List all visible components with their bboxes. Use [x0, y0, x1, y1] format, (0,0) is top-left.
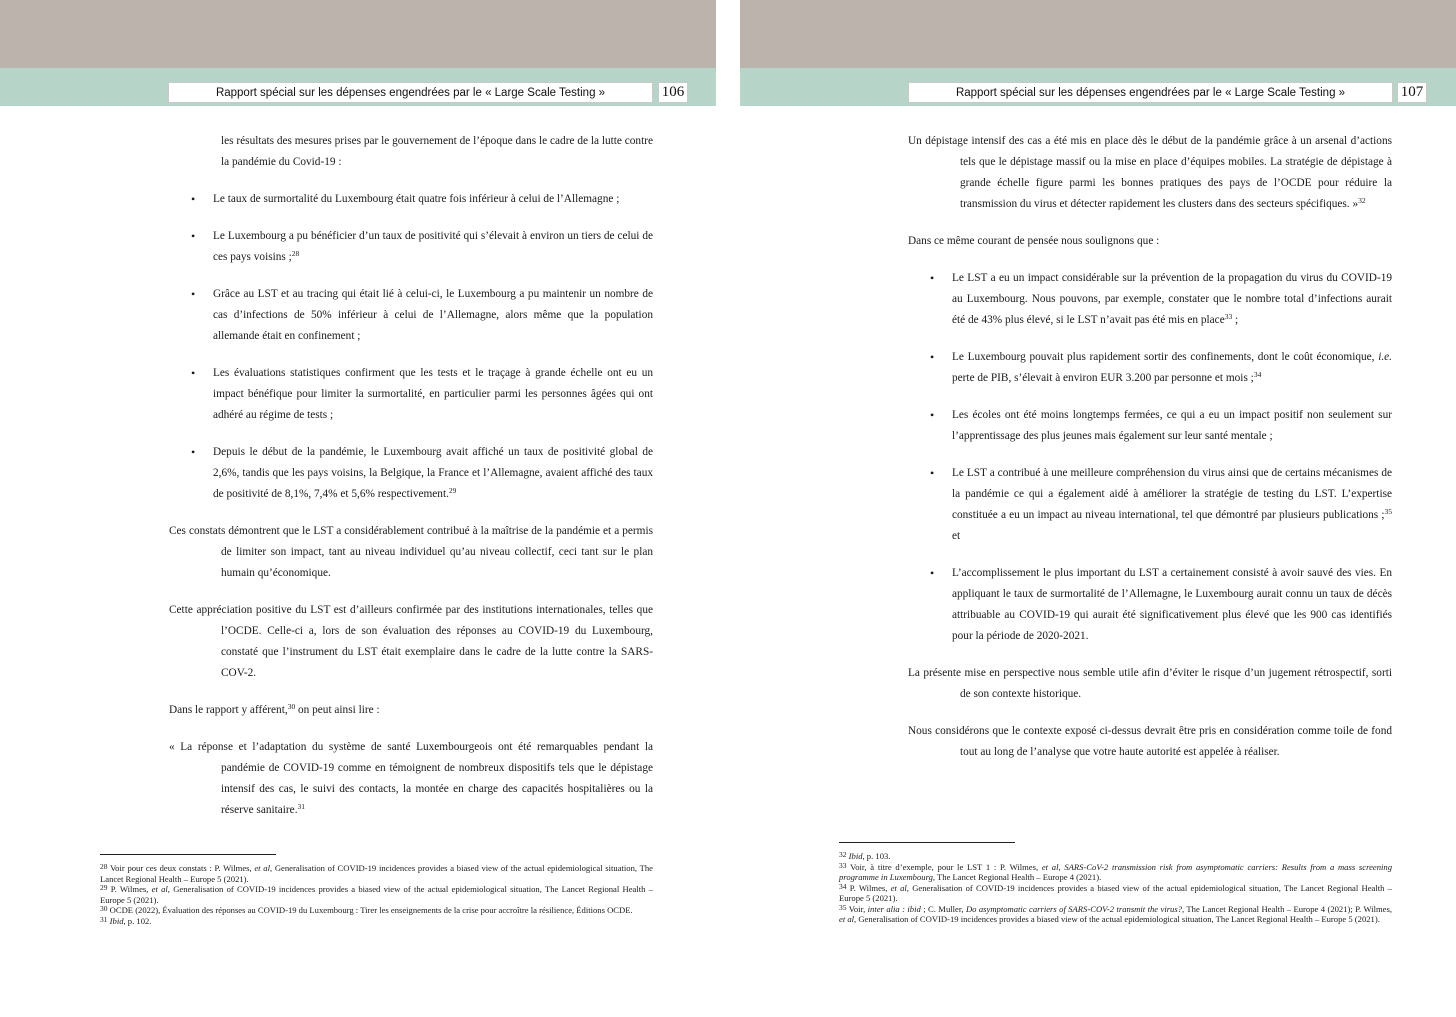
footnotes: [100, 863, 653, 926]
page-number: 106: [658, 82, 688, 103]
footnote-ref[interactable]: 32: [1358, 196, 1366, 205]
footnote-ref[interactable]: 28: [291, 249, 300, 258]
list-item: • Le LST a contribué à une meilleure compréhension du virus ainsi que de certains mécanismes de la pandémie ce qui a également aidé à améliorer la stratégie de testing du LST. L’expertise constituée a eu un impact au niveau international, tel que démontré par plusieurs publications ;$^{35}$ et: [908, 463, 1392, 547]
paragraph: Dans ce même courant de pensée nous soulignons que :: [908, 235, 1160, 247]
footnote-ref[interactable]: 29: [448, 486, 457, 495]
footnote: $^{28}$ Voir pour ces deux constats : P. Wilmes, et al, Generalisation of COVID-19 incidences provides a biased view of the actual epidemiological situation, The Lancet Regional Health – Europe 5 (2021).: [100, 862, 653, 884]
list-item: • Grâce au LST et au tracing qui était lié à celui-ci, le Luxembourg a pu maintenir un nombre de cas d’infections de 50% inférieur à celui de l’Allemagne, alors même que la population allemande était en confinement ;: [169, 284, 653, 347]
page-number: 107: [1397, 82, 1427, 103]
page-gutter: [716, 0, 740, 1017]
page-107: [740, 0, 1456, 1017]
footnote: $^{33}$ Voir, à titre d’exemple, pour le LST 1 : P. Wilmes, et al, SARS-CoV-2 transmission risk from asymptomatic carriers: Results from a mass screening programme in Luxembourg, The Lancet Regional Health – Europe 4 (2021).: [839, 860, 1393, 882]
list-item: • Le Luxembourg a pu bénéficier d’un taux de positivité qui s’élevait à environ un tiers de celui de ces pays voisins ;$^{28}$: [169, 226, 653, 268]
body-text: [169, 131, 653, 821]
header-band-top: [740, 0, 1456, 68]
header-band-top: [0, 0, 716, 68]
footnotes: [839, 851, 1392, 925]
footnote: $^{29}$ P. Wilmes, et al, Generalisation of COVID-19 incidences provides a biased view of the actual epidemiological situation, The Lancet Regional Health – Europe 5 (2021).: [100, 883, 653, 905]
running-header: Rapport spécial sur les dépenses engendrées par le « Large Scale Testing »: [908, 82, 1393, 103]
running-header: Rapport spécial sur les dépenses engendrées par le « Large Scale Testing »: [168, 82, 653, 103]
list-item: • Depuis le début de la pandémie, le Luxembourg avait affiché un taux de positivité global de 2,6%, tandis que les pays voisins, la Belgique, la France et l’Allemagne, avaient affiché des taux de positivité de 8,1%, 7,4% et 5,6% respectivement.$^{29}$: [169, 442, 653, 505]
footnote-ref[interactable]: 31: [297, 802, 306, 811]
footnote: $^{32}$ Ibid, p. 103.: [839, 850, 891, 861]
body-text: [908, 131, 1392, 763]
intro-paragraph: les résultats des mesures prises par le gouvernement de l’époque dans le cadre de la lutte contre la pandémie du Covid-19 :: [221, 135, 653, 168]
footnote-separator: [839, 842, 1015, 843]
footnote: $^{31}$ Ibid, p. 102.: [100, 914, 152, 926]
list-item: • Le Luxembourg pouvait plus rapidement sortir des confinements, dont le coût économique, i.e. perte de PIB, s’élevait à environ EUR 3.200 par personne et mois ;$^{34}$: [908, 347, 1392, 389]
list-item: • L’accomplissement le plus important du LST a certainement consisté à avoir sauvé des vies. En appliquant le taux de surmortalité de l’Allemagne, le Luxembourg aurait connu un taux de décès attribuable au COVID-19 qui aurait été significativement plus élevé que les 900 cas identifiés pour la période de 2020-2021.: [908, 563, 1392, 647]
paragraph: Nous considérons que le contexte exposé ci-dessus devrait être pris en considération comme toile de fond tout au long de l’analyse que votre haute autorité est appelée à réaliser.: [908, 725, 1392, 758]
paragraph: Dans le rapport y afférent,$^{30}$ on peut ainsi lire :: [169, 702, 380, 716]
list-item: • Les évaluations statistiques confirment que les tests et le traçage à grande échelle ont eu un impact bénéfique pour limiter la surmortalité, en particulier parmi les personnes âgées qui ont adhéré au régime de tests ;: [169, 363, 653, 426]
page-106: [0, 0, 716, 1017]
footnote-ref[interactable]: 34: [1253, 370, 1262, 379]
paragraph: La présente mise en perspective nous semble utile afin d’éviter le risque d’un jugement rétrospectif, sorti de son contexte historique.: [908, 667, 1392, 700]
footnote-separator: [100, 854, 276, 855]
points-list: [908, 268, 1392, 647]
paragraph: Cette appréciation positive du LST est d’ailleurs confirmée par des institutions internationales, telles que l’OCDE. Celle-ci a, lors de son évaluation des réponses au COVID-19 du Luxembourg, constaté que l’instrument du LST était exemplaire dans le cadre de la lutte contre la SARS-COV-2.: [169, 604, 653, 679]
footnote-ref[interactable]: 33: [1224, 312, 1233, 321]
footnote-ref[interactable]: 30: [287, 702, 296, 711]
list-item: • Les écoles ont été moins longtemps fermées, ce qui a eu un impact positif non seulement sur l’apprentissage des plus jeunes mais également sur leur santé mentale ;: [908, 405, 1392, 447]
quotation-continued: Un dépistage intensif des cas a été mis en place dès le début de la pandémie grâce à un arsenal d’actions tels que le dépistage massif ou la mise en place d’équipes mobiles. La stratégie de dépistage à grande échelle figure parmi les bonnes pratiques des pays de l’OCDE pour réduire la transmission du virus et détecter rapidement les clusters dans des secteurs spécifiques. »$^{32}$: [908, 135, 1392, 210]
footnote: $^{34}$ P. Wilmes, et al, Generalisation of COVID-19 incidences provides a biased view of the actual epidemiological situation, The Lancet Regional Health – Europe 5 (2021).: [839, 881, 1392, 903]
list-item: • Le LST a eu un impact considérable sur la prévention de la propagation du virus du COVID-19 au Luxembourg. Nous pouvons, par exemple, constater que le nombre total d’infections aurait été de 43% plus élevé, si le LST n’avait pas été mis en place$^{33}$ ;: [908, 268, 1392, 331]
list-item: • Le taux de surmortalité du Luxembourg était quatre fois inférieur à celui de l’Allemagne ;: [169, 189, 653, 210]
findings-list: [169, 189, 653, 505]
quotation: « La réponse et l’adaptation du système de santé Luxembourgeois ont été remarquables pendant la pandémie de COVID-19 comme en témoignent de nombreux dispositifs tels que le dépistage intensif des cas, le suivi des contacts, la montée en charge des capacités hospitalières ou la réserve sanitaire.$^{31}$: [169, 741, 653, 816]
footnote: $^{35}$ Voir, inter alia : ibid ; C. Muller, Do asymptomatic carriers of SARS-COV-2 transmit the virus?, The Lancet Regional Health – Europe 4 (2021); P. Wilmes, et al, Generalisation of COVID-19 incidences provides a biased view of the actual epidemiological situation, The Lancet Regional Health – Europe 5 (2021).: [839, 902, 1392, 924]
paragraph: Ces constats démontrent que le LST a considérablement contribué à la maîtrise de la pandémie et a permis de limiter son impact, tant au niveau individuel qu’au niveau collectif, ceci tant sur le plan humain qu’économique.: [169, 525, 653, 579]
footnote-ref[interactable]: 35: [1384, 507, 1392, 516]
footnote: $^{30}$ OCDE (2022), Évaluation des réponses au COVID-19 du Luxembourg : Tirer les enseignements de la crise pour accroître la résilience, Éditions OCDE.: [100, 904, 633, 915]
